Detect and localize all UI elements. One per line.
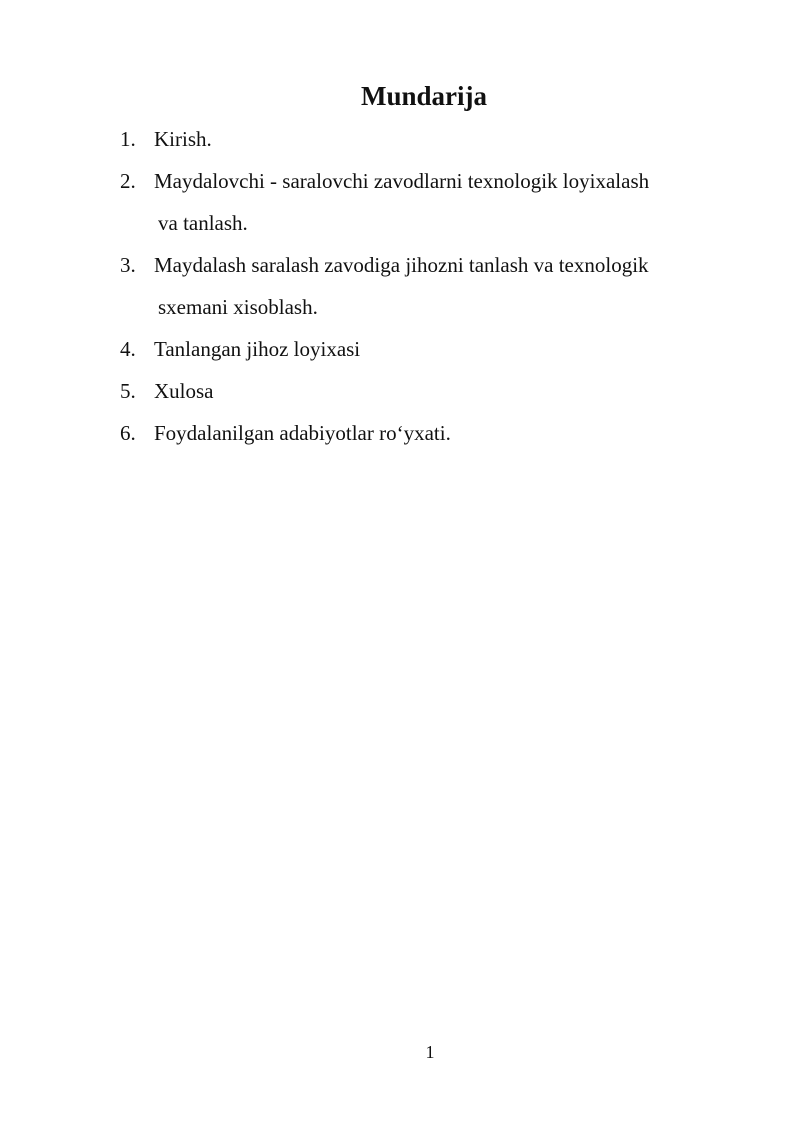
toc-item-continuation: va tanlash. [158, 211, 248, 235]
toc-item-line: Tanlangan jihoz loyixasi [154, 337, 361, 361]
table-of-contents [120, 118, 760, 454]
toc-item-number: 3. [120, 253, 136, 277]
toc-item-text [154, 118, 760, 160]
toc-item-number: 4. [120, 337, 136, 361]
toc-item-text [154, 160, 760, 244]
page-number: 1 [425, 1042, 435, 1062]
toc-item-1 [120, 118, 760, 160]
toc-item-6 [120, 412, 760, 454]
toc-item-line: Kirish. [154, 127, 212, 151]
toc-item-text [154, 412, 760, 454]
toc-item-line: Xulosa [154, 379, 214, 403]
toc-item-2 [120, 160, 760, 244]
toc-item-line: Maydalovchi - saralovchi zavodlarni texnologik loyixalash [154, 169, 650, 193]
toc-item-line: Maydalash saralash zavodiga jihozni tanlash va texnologik [154, 253, 649, 277]
toc-item-5 [120, 370, 760, 412]
toc-item-continuation: sxemani xisoblash. [158, 295, 318, 319]
toc-item-number: 5. [120, 379, 136, 403]
toc-item-text [154, 328, 760, 370]
toc-item-number: 1. [120, 127, 136, 151]
toc-item-number: 2. [120, 169, 136, 193]
toc-item-line: Foydalanilgan adabiyotlar ro‘yxati. [154, 421, 451, 445]
toc-item-text [154, 370, 760, 412]
toc-item-number: 6. [120, 421, 136, 445]
page-title: Mundarija [360, 81, 487, 111]
toc-item-3 [120, 244, 760, 328]
toc-item-4 [120, 328, 760, 370]
toc-item-text [154, 244, 760, 328]
